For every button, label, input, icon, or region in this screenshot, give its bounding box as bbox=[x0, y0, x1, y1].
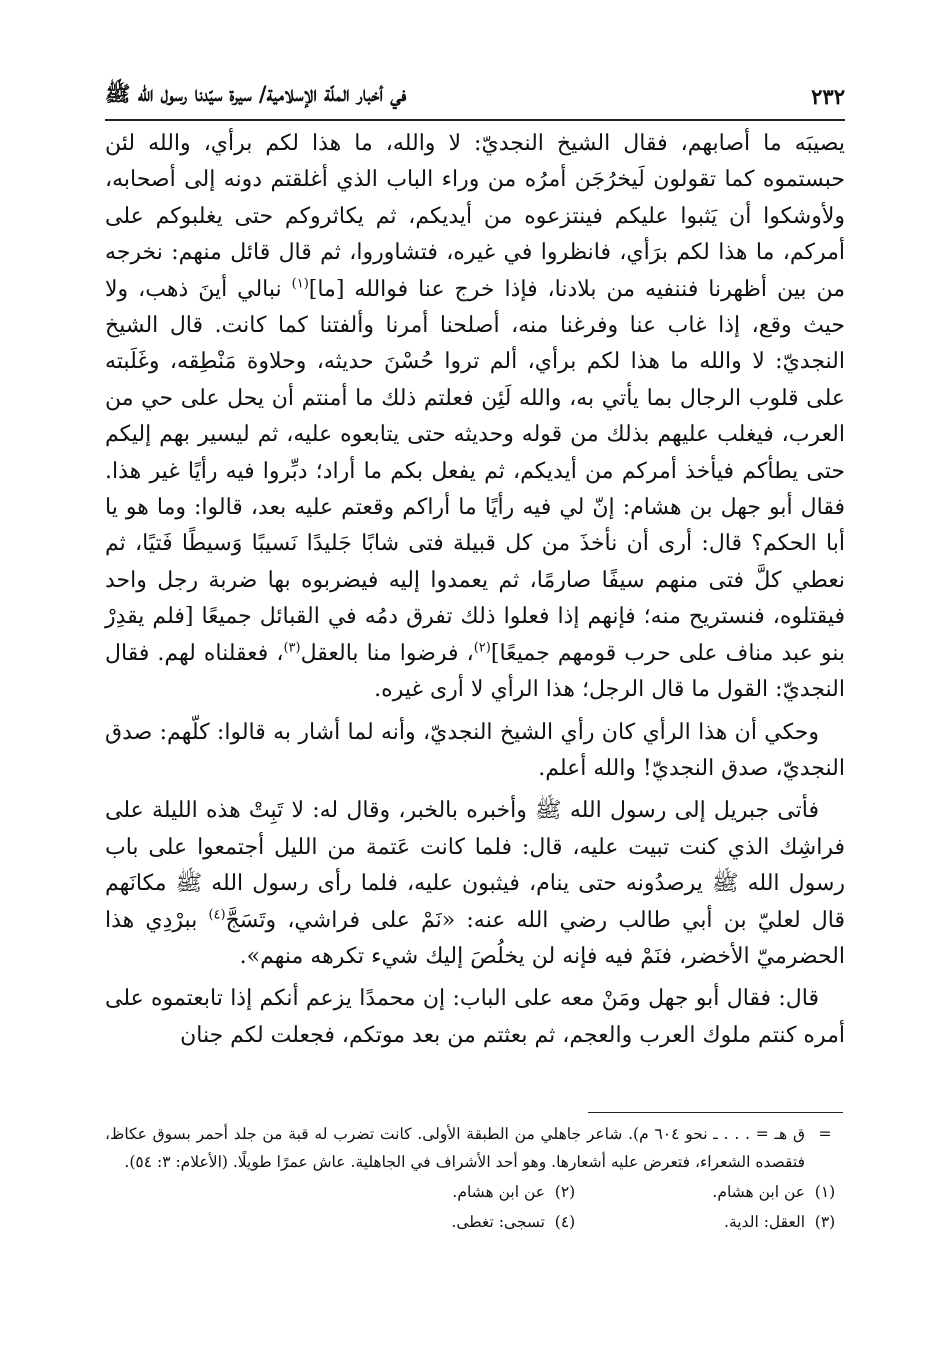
footnotes bbox=[105, 1120, 845, 1236]
footnote-row bbox=[105, 1178, 845, 1206]
page-header bbox=[105, 78, 845, 114]
footnote-number: (٢) bbox=[554, 1183, 576, 1201]
paragraph-1: يصيبَه ما أصابهم، فقال الشيخ النجديّ: لا والله، ما هذا لكم برأي، والله لئن حبستموه كما تقولون لَيخرُجَن أمرُه من وراء الباب الذي أغلقتم دونه إلى أصحابه، ولأوشكوا أن يَثبوا عليكم فينتزعوه من أيديكم، ثم يكاثروكم حتى يغلبوكم على أمركم، ما هذا لكم برَأي، فانظروا في غيره، فتشاوروا، ثم قال قائل منهم: نخرجه من بين أظهرنا فننفيه من بلادنا، فإذا خرج عنا فوالله [ما]$^{(١)}$ نبالي أينَ ذهب، ولا حيث وقع، إذا غاب عنا وفرغنا منه، أصلحنا أمرنا وألفتنا كما كانت. قال الشيخ النجديّ: لا والله ما هذا لكم برأي، ألم تروا حُسْنَ حديثه، وحلاوة مَنْطِقه، وغَلَبته على قلوب الرجال بما يأتي به، والله لَئِن فعلتم ذلك ما أمنتم أن يحل على حي من العرب، فيغلب عليهم بذلك من قوله وحديثه حتى يتابعوه عليه، ثم ليسير بهم إليكم حتى يطأكم فيأخذ أمركم من أيديكم، ثم يفعل بكم ما أراد؛ دبِّروا فيه رأيًا غير هذا. فقال أبو جهل بن هشام: إنّ لي فيه رأيًا ما أراكم وقعتم عليه بعد، قالوا: وما هو يا أبا الحكم؟ قال: أرى أن نأخذَ من كل قبيلة فتى شابًا جَليدًا نَسيبًا وَسيطًا فَتيًا، ثم نعطي كلَّ فتى منهم سيفًا صارمًا، ثم يعمدوا إليه فيضربوه بها ضربة رجل واحد فيقتلوه، فنستريح منه؛ فإنهم إذا فعلوا ذلك تفرق دمُه في القبائل جميعًا [فلم يقدِرْ بنو عبد مناف على حرب قومهم جميعًا]$^{(٢)}$، فرضوا منا بالعقل$^{(٣)}$، فعقلناه لهم. فقال النجديّ: القول ما قال الرجل؛ هذا الرأي لا أرى غيره. bbox=[105, 131, 846, 703]
header-divider bbox=[105, 119, 845, 121]
footnote-number: (٤) bbox=[554, 1213, 576, 1231]
page-number: ٢٣٢ bbox=[811, 83, 845, 109]
main-text bbox=[105, 126, 845, 1054]
footnote-ref-2: (٢) bbox=[473, 640, 491, 656]
footnote-number: (١) bbox=[814, 1183, 836, 1201]
footnote-text: عن ابن هشام. bbox=[452, 1183, 545, 1201]
footnote-divider bbox=[588, 1112, 843, 1113]
paragraph-4: قال: فقال أبو جهل ومَنْ معه على الباب: إن محمدًا يزعم أنكم إذا تابعتموه على أمره كنتم ملوك العرب والعجم، ثم بعثتم من بعد موتكم، فجعلت لكم جنان bbox=[105, 986, 845, 1048]
footnote-continuation bbox=[105, 1120, 845, 1176]
footnote-ref-3: (٣) bbox=[283, 640, 301, 656]
footnote-ref-1: (١) bbox=[291, 276, 309, 292]
footnote-row bbox=[105, 1208, 845, 1236]
paragraph-2: وحكي أن هذا الرأي كان رأي الشيخ النجديّ، وأنه لما أشار به قالوا: كلّهم: صدق النجديّ، صدق النجديّ! والله أعلم. bbox=[105, 719, 845, 781]
continuation-mark: = bbox=[818, 1125, 832, 1143]
footnote-text: عن ابن هشام. bbox=[712, 1183, 805, 1201]
footnote-ref-4: (٤) bbox=[208, 907, 226, 923]
footnote-text: تسجى: تغطى. bbox=[451, 1213, 545, 1231]
running-title: في أخبار الملّة الإسلامية/ سيرة سيّدنا رسول الله ﷺ bbox=[105, 80, 407, 106]
paragraph-3: فأتى جبريل إلى رسول الله ﷺ وأخبره بالخبر، وقال له: لا تَبِتْ هذه الليلة على فراشِك الذي كنت تبيت عليه، قال: فلما كانت عَتمة من الليل أجتمعوا على باب رسول الله ﷺ يرصدُونه حتى ينام، فيثبون عليه، فلما رأى رسول الله ﷺ مكانَهم قال لعليّ بن أبي طالب رضي الله عنه: «نَمْ على فراشي، وتَسَجَّ$^{(٤)}$ ببرْدِي هذا الحضرميّ الأخضر، فنَمْ فيه فإنه لن يخلُصَ إليك شيء تكرهه منهم». bbox=[105, 798, 845, 969]
footnote-1 bbox=[585, 1178, 845, 1206]
footnote-4 bbox=[325, 1208, 585, 1236]
footnote-number: (٣) bbox=[814, 1213, 836, 1231]
footnote-2 bbox=[325, 1178, 585, 1206]
footnote-3 bbox=[585, 1208, 845, 1236]
continuation-text: ق هـ = . . . ـ نحو ٦٠٤ م). شاعر جاهلي من الطبقة الأولى. كانت تضرب له قبة من جلد أحمر بسوق عكاظ، فتقصده الشعراء، فتعرض عليه أشعارها. وهو أحد الأشراف في الجاهلية. عاش عمرًا طويلًا. (الأعلام: ٣: ٥٤). bbox=[105, 1125, 806, 1171]
footnote-text: العقل: الدية. bbox=[724, 1213, 805, 1231]
